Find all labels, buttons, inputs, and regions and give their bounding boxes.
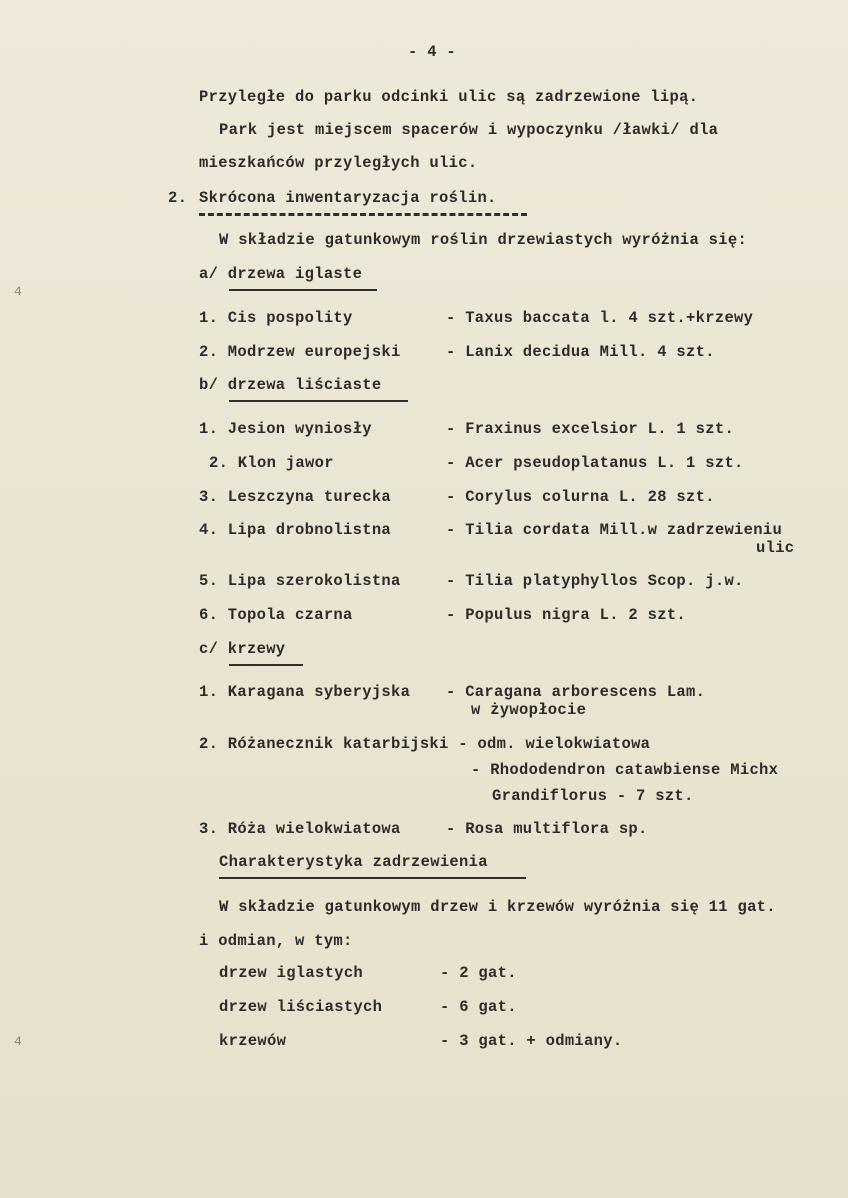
group-heading: a/ drzewa iglaste	[199, 265, 363, 283]
section-lead: W składzie gatunkowym roślin drzewiastych wyróżnia się:	[219, 231, 748, 249]
margin-mark: 4	[14, 284, 22, 299]
intro-line: Park jest miejscem spacerów i wypoczynku /ławki/ dla	[219, 121, 719, 139]
plant-name: 2. Różanecznik katarbijski - odm. wielokwiatowa	[199, 735, 651, 753]
count-label: drzew liściastych	[219, 998, 383, 1016]
group-heading: c/ krzewy	[199, 640, 286, 658]
plant-name: 2. Klon jawor	[209, 454, 334, 472]
intro-line: Przyległe do parku odcinki ulic są zadrzewione lipą.	[199, 88, 699, 106]
group-heading-underline	[229, 400, 408, 402]
plant-name: 5. Lipa szerokolistna	[199, 572, 401, 590]
count-value: - 2 gat.	[440, 964, 517, 982]
plant-name: 1. Karagana syberyjska	[199, 683, 411, 701]
plant-name: 1. Cis pospolity	[199, 309, 353, 327]
section-number: 2.	[168, 189, 188, 207]
count-value: - 6 gat.	[440, 998, 517, 1016]
plant-name: 2. Modrzew europejski	[199, 343, 401, 361]
plant-latin: - Populus nigra L. 2 szt.	[446, 606, 687, 624]
plant-latin: - Taxus baccata l. 4 szt.+krzewy	[446, 309, 754, 327]
plant-latin: - Fraxinus excelsior L. 1 szt.	[446, 420, 735, 438]
plant-latin: - Acer pseudoplatanus L. 1 szt.	[446, 454, 744, 472]
page-number: - 4 -	[408, 43, 457, 61]
plant-latin-continued: ulic	[756, 539, 795, 557]
characteristics-title: Charakterystyka zadrzewienia	[219, 853, 488, 871]
group-heading-underline	[229, 289, 377, 291]
intro-line: mieszkańców przyległych ulic.	[199, 154, 478, 172]
group-heading-underline	[229, 664, 303, 666]
group-heading: b/ drzewa liściaste	[199, 376, 382, 394]
characteristics-text: W składzie gatunkowym drzew i krzewów wyróżnia się 11 gat.	[219, 898, 776, 916]
plant-latin: - Rhododendron catawbiense Michx	[471, 761, 779, 779]
count-label: drzew iglastych	[219, 964, 364, 982]
section-title: Skrócona inwentaryzacja roślin.	[199, 189, 497, 207]
count-value: - 3 gat. + odmiany.	[440, 1032, 623, 1050]
plant-name: 3. Róża wielokwiatowa	[199, 820, 401, 838]
plant-name: 1. Jesion wyniosły	[199, 420, 372, 438]
plant-latin: - Caragana arborescens Lam.	[446, 683, 706, 701]
plant-latin: - Tilia platyphyllos Scop. j.w.	[446, 572, 744, 590]
characteristics-text: i odmian, w tym:	[199, 932, 353, 950]
plant-name: 3. Leszczyna turecka	[199, 488, 392, 506]
count-label: krzewów	[219, 1032, 287, 1050]
plant-latin: - Lanix decidua Mill. 4 szt.	[446, 343, 715, 361]
plant-latin: - Corylus colurna L. 28 szt.	[446, 488, 715, 506]
plant-name: 6. Topola czarna	[199, 606, 353, 624]
plant-latin-continued: Grandiflorus - 7 szt.	[492, 787, 694, 805]
plant-latin: - Tilia cordata Mill.w zadrzewieniu	[446, 521, 783, 539]
section-title-underline	[199, 213, 527, 216]
plant-name: 4. Lipa drobnolistna	[199, 521, 392, 539]
margin-mark: 4	[14, 1034, 22, 1049]
plant-latin-continued: w żywopłocie	[471, 701, 587, 719]
plant-latin: - Rosa multiflora sp.	[446, 820, 648, 838]
characteristics-title-underline	[219, 877, 526, 879]
